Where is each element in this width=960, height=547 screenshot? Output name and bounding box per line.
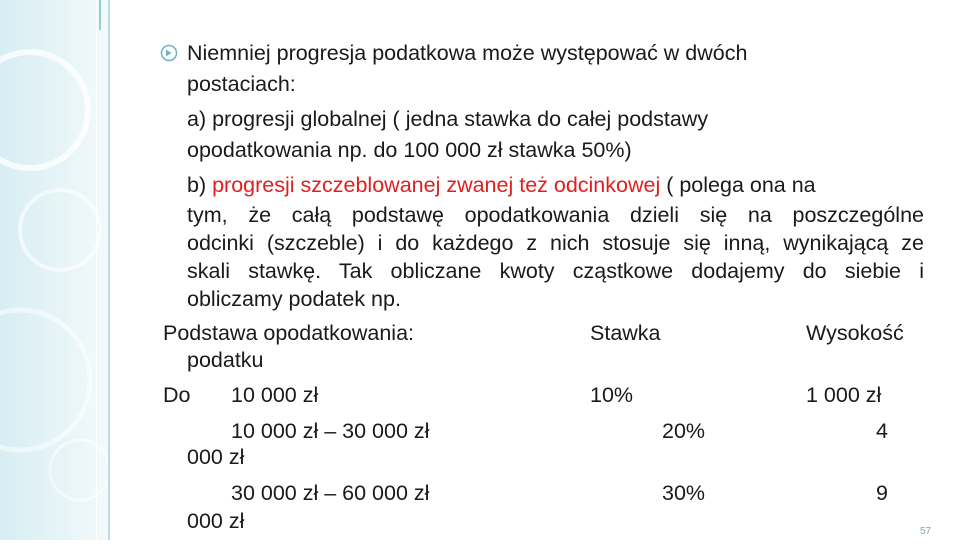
item-a-line-2: opodatkowania np. do 100 000 zł stawka 50%) bbox=[187, 138, 632, 162]
item-b-line-5: obliczamy podatek np. bbox=[187, 287, 401, 311]
item-b-line-3: odcinki (szczeble) i do każdego z nich stosuje się inną, wynikającą ze bbox=[187, 231, 924, 255]
item-b-highlight: progresji szczeblowanej zwanej też odcinkowej bbox=[212, 173, 661, 197]
row-3-range: 30 000 zł – 60 000 zł bbox=[231, 481, 430, 505]
item-b-prefix: b) bbox=[187, 173, 213, 197]
item-a-line-1: a) progresji globalnej ( jedna stawka do całej podstawy bbox=[187, 107, 709, 131]
row-3-amount: 9 bbox=[876, 481, 888, 505]
item-b-line-1-rest: ( polega ona na bbox=[660, 173, 816, 197]
page-number: 57 bbox=[920, 526, 932, 537]
item-b-line-1 bbox=[187, 170, 816, 201]
row-2-rate: 20% bbox=[662, 419, 706, 443]
row-3-range-cont: 000 zł bbox=[187, 509, 245, 533]
row-2-range: 10 000 zł – 30 000 zł bbox=[231, 419, 430, 443]
intro-line-2: postaciach: bbox=[187, 72, 296, 96]
table-header-amount-cont: podatku bbox=[187, 348, 264, 372]
row-1-range: 10 000 zł bbox=[231, 383, 319, 407]
table-header-rate: Stawka bbox=[590, 321, 661, 345]
intro-line-1: Niemniej progresja podatkowa może występować w dwóch bbox=[187, 41, 748, 65]
table-header-base: Podstawa opodatkowania: bbox=[163, 321, 415, 345]
row-2-amount: 4 bbox=[876, 419, 888, 443]
row-2-range-cont: 000 zł bbox=[187, 445, 245, 469]
row-1-prefix: Do bbox=[163, 383, 191, 407]
item-b-line-2: tym, że całą podstawę opodatkowania dzieli się na poszczególne bbox=[187, 203, 924, 227]
row-1-rate: 10% bbox=[590, 383, 634, 407]
arrow-bullet-icon bbox=[160, 44, 178, 62]
item-b-line-4: skali stawkę. Tak obliczane kwoty cząstkowe dodajemy do siebie i bbox=[187, 259, 924, 283]
row-3-rate: 30% bbox=[662, 481, 706, 505]
row-1-amount: 1 000 zł bbox=[806, 383, 882, 407]
table-header-amount: Wysokość bbox=[806, 321, 904, 345]
